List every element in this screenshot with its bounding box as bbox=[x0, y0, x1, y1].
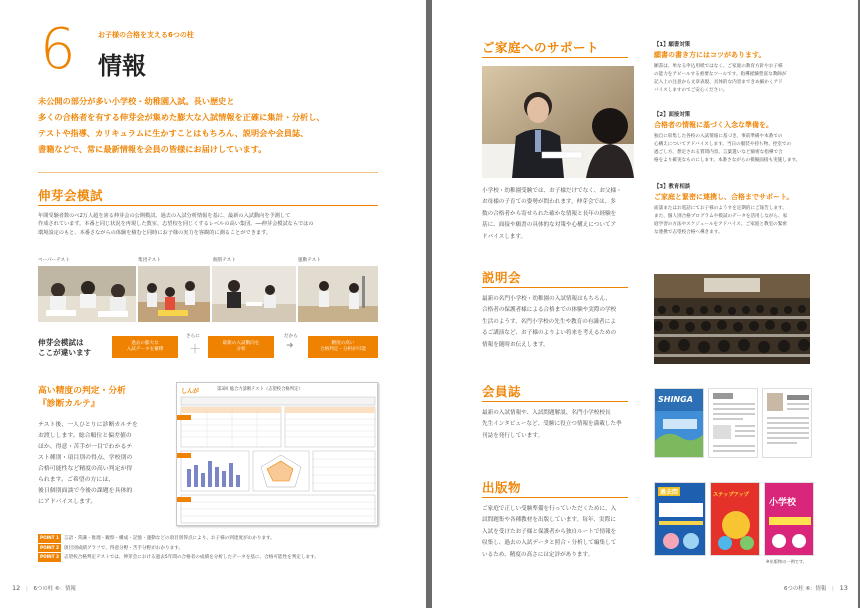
magazine-page-layout-1 bbox=[709, 389, 758, 458]
point-item-2: POINT 2 項目別成績グラフで、得意分野・苦手分野がわかります。 bbox=[40, 544, 184, 551]
footer-right: 6つの柱 ⑥：情報 | 13 bbox=[784, 584, 848, 592]
group-test-illustration bbox=[138, 266, 210, 322]
magazine-heading: 会員誌 bbox=[482, 384, 522, 399]
karte-body: テスト後、一人ひとりに診断カルテを お渡しします。総合順位と偏差値の ほか、得意・苦手が一目でわかるテ スト種別・項目別の得点、学校別の 合格可能性など精度の高い判定が得 られます。ご希望の方には、 後日個別面談で今後の課題を具体的 にアドバイスします。 bbox=[38, 422, 138, 505]
magazine-body: 最新の入試情報や、入試問題解説、名門小学校校長 先生インタビューなど、受験に役立つ情報を満載した季 刊誌を発行しています。 bbox=[482, 410, 622, 439]
feature-box-accuracy: 精度の高い 合格判定・分析が可能 bbox=[308, 336, 378, 358]
seminar-audience-illustration bbox=[654, 274, 810, 364]
seminar-heading: 説明会 bbox=[482, 270, 522, 285]
book-cover-1 bbox=[654, 482, 706, 556]
exercise-test-illustration bbox=[298, 266, 378, 322]
magazine-cover-title: SHINGA bbox=[658, 395, 693, 404]
point-item-1: POINT 1 言語・常識・推理・観察・構成・記憶・運動などの項目別得点により、お子様の到達度がわかります。 bbox=[40, 535, 275, 541]
magazine-inner-page-1 bbox=[708, 388, 758, 458]
book-cover-art-3 bbox=[765, 513, 814, 556]
consultation-photo-illustration bbox=[482, 66, 634, 178]
right-page bbox=[432, 0, 858, 608]
page-number-left: 12 bbox=[12, 584, 21, 592]
pillar-number: 6 bbox=[40, 17, 76, 82]
mock-body: 年間受験者数のべ2万人超を誇る伸芽会の公開模試。過去の入試分析情報を基に、最新の入試動向を予測して 作成されています。本番と同じ状況を再現した教室、志望校を同じくするレベルの高い集団。──伸芽会模試ならではの 環境設定のもと、本番さながらの体験を積むと同時にお子様の実力を客観的に測ることができます。 bbox=[38, 213, 314, 236]
sheet-logo: しんが bbox=[181, 388, 200, 395]
support-item-1: 【1】願書対策 願書の書き方にはコツがあります。 願書は、単なる申込用紙ではなく、ご家庭の教育方針やお子様 の能力をアピールする重要なツールです。指導経験豊富な教師が 記入上の注意から文章表現、具体的な内容まできめ細かくアド バイスしますのでご安心ください。 bbox=[654, 42, 787, 93]
page-number-right: 13 bbox=[839, 584, 848, 592]
photo-label-paper: ペーパーテスト bbox=[38, 258, 70, 263]
book-title-1: 過去問 bbox=[660, 489, 679, 496]
photo-label-exercise: 運動テスト bbox=[298, 258, 321, 263]
connector-furthermore: さらに bbox=[186, 334, 200, 339]
seminar-heading-rule bbox=[482, 287, 628, 288]
seminar-photo bbox=[654, 274, 810, 364]
arrow-right-icon: ➜ bbox=[286, 341, 294, 351]
book-cover-art-1 bbox=[655, 499, 706, 556]
books-caption: ※出版物の一例です。 bbox=[766, 559, 807, 564]
book-title-2: ステップアップ bbox=[713, 492, 749, 498]
book-cover-3 bbox=[764, 482, 814, 556]
pillar-caption: お子様の合格を支える6つの柱 bbox=[98, 31, 194, 39]
magazine-heading-rule bbox=[482, 401, 628, 402]
support-item-2: 【2】面接対策 合格者の情報に基づく入念な準備を。 独自に収集した各校の入試情報に基づき、事前準備や本番での 心構えについてアドバイスします。当日の服装や持ち物、控室での 過ごし方、想定される質問内容、言葉遣いなど綿密な指導で合 格をより確実なものにします。本番さながらの模擬面接も実施します。 bbox=[654, 112, 801, 163]
photo-exercise-test bbox=[298, 266, 378, 322]
books-heading: 出版物 bbox=[482, 480, 522, 495]
individual-test-illustration bbox=[212, 266, 296, 322]
point-list bbox=[38, 534, 388, 563]
sheet-title: 第3回 総合力診断テスト（志望校合格判定） bbox=[217, 387, 303, 392]
support-body: 小学校・幼稚園受験では、お子様だけでなく、お父様・ お母様の子育ての姿勢が問われます。伸芽会では、多 数の合格者から寄せられた確かな情報と長年の経験を 基に、面接や願書の具体的な対策や心構えについてア ドバイスします。 bbox=[482, 188, 622, 240]
footer-text-left: 6つの柱 ⑥：情報 bbox=[33, 586, 76, 592]
book-cover-art-2 bbox=[711, 503, 760, 556]
left-page bbox=[0, 0, 426, 608]
diagnosis-sheet bbox=[176, 382, 378, 526]
mock-heading: 伸芽会模試 bbox=[38, 188, 104, 203]
feature-box-trend: 最新の入試動向を 分析 bbox=[208, 336, 274, 358]
seminar-body: 最新の名門小学校・幼稚園の入試情報はもちろん、 合格者の保護者様による合格までの体験や実際の学校 生活のようす、名門小学校の先生や教育の有識者によ るご講演など、お子様のよりよい将来を考えるための 情報を随時お伝えします。 bbox=[482, 296, 617, 348]
photo-paper-test bbox=[38, 266, 136, 322]
support-item-3: 【3】教育相談 ご家庭と緊密に連携し、合格までサポート。 面談またはお電話にてお子様のようすを定期的にご報告します。 また、個人別合格プログラムや模試のデータを活用しながら、家 庭学習の方法やスケジュールをアドバイス。ご家庭と教室の緊密 な連携で志望校合格へ導きます。 bbox=[654, 184, 794, 235]
books-heading-rule bbox=[482, 497, 628, 498]
books-body: ご家庭で正しい受験準備を行っていただくために、入 試問題集や各種教材を出版しています。毎年、実際に 入試を受けたお子様と保護者から独自ルートで情報を 収集し、過去の入試データと照合・分析して編集して いるため、精度の高さには定評があります。 bbox=[482, 506, 617, 558]
footer-text-right: 6つの柱 ⑥：情報 bbox=[784, 586, 827, 592]
support-photo bbox=[482, 66, 634, 178]
connector-therefore: だから bbox=[284, 334, 298, 339]
support-heading: ご家庭へのサポート bbox=[482, 40, 600, 55]
diff-label: 伸芽会模試は ここが違います bbox=[38, 338, 92, 357]
magazine-page-layout-2 bbox=[763, 389, 812, 458]
magazine-inner-page-2 bbox=[762, 388, 812, 458]
photo-label-group: 集団テスト bbox=[138, 258, 161, 263]
photo-label-individual: 個別テスト bbox=[213, 258, 236, 263]
point-item-3: POINT 3 志望校合格判定テストでは、伸芽会における過去5年間の合格者の成績を分析したデータを基に、合格可能性を判定します。 bbox=[40, 554, 319, 561]
karte-heading: 高い精度の判定・分析 『診断カルテ』 bbox=[38, 386, 126, 409]
sheet-contents bbox=[177, 395, 379, 527]
footer-left: 12 | 6つの柱 ⑥：情報 bbox=[12, 584, 76, 592]
page-title: 情報 bbox=[98, 52, 146, 80]
feature-box-data: 過去の膨大な 入試データを蓄積 bbox=[112, 336, 178, 358]
book-title-3: 小学校 bbox=[769, 498, 797, 508]
paper-test-illustration bbox=[38, 266, 136, 322]
photo-group-test bbox=[138, 266, 210, 322]
lead-divider bbox=[38, 172, 378, 173]
magazine-cover-art bbox=[655, 411, 704, 458]
plus-icon: ＋ bbox=[189, 342, 202, 356]
support-heading-rule bbox=[482, 57, 628, 58]
photo-individual-test bbox=[212, 266, 296, 322]
book-cover-2 bbox=[710, 482, 760, 556]
mock-heading-rule bbox=[38, 205, 378, 206]
magazine-cover bbox=[654, 388, 704, 458]
lead-text: 未公開の部分が多い小学校・幼稚園入試。長い歴史と 多くの合格者を有する伸芽会が集めた膨大な入試情報を正確に集計・分析し、 テストや指導、カリキュラムに生かすことはもちろん、説明会や会員誌、 書籍などで、常に最新情報を会員の皆様にお届けしています。 bbox=[38, 96, 325, 154]
